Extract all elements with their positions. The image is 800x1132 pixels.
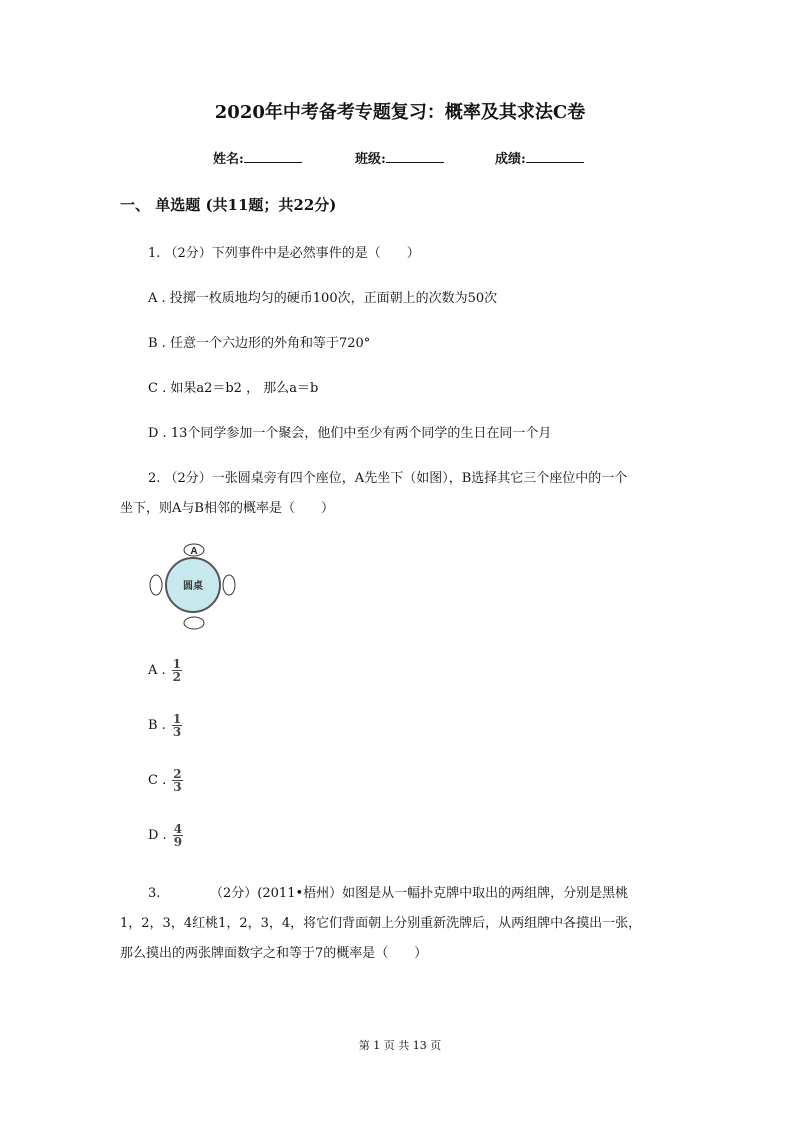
- seat-left: [150, 575, 162, 595]
- question-1-option-b: B . 任意一个六边形的外角和等于720°: [148, 336, 371, 351]
- score-field: [495, 148, 584, 167]
- seat-right: [223, 575, 235, 595]
- page-footer: 第 1 页 共 13 页: [358, 1039, 442, 1052]
- page-title: 2020年中考备考专题复习：概率及其求法C卷: [214, 102, 586, 123]
- question-1-option-c: C . 如果a2＝b2 ， 那么a＝b: [148, 381, 319, 396]
- question-3-stem-line3: 那么摸出的两张牌面数字之和等于7的概率是（ ）: [120, 946, 428, 961]
- fraction-d-numerator: 4: [173, 822, 183, 836]
- score-label: 成绩:: [495, 152, 526, 167]
- class-label: 班级:: [355, 152, 386, 167]
- question-2-option-a: [148, 658, 182, 683]
- name-field: [213, 148, 302, 167]
- fraction-b: [172, 713, 182, 738]
- question-2-option-b: [148, 713, 182, 738]
- question-1-stem: 1. （2分）下列事件中是必然事件的是（ ）: [148, 246, 420, 261]
- score-blank[interactable]: [526, 150, 584, 163]
- question-2-option-d: [148, 823, 183, 848]
- question-1-option-d: D . 13个同学参加一个聚会，他们中至少有两个同学的生日在同一个月: [148, 426, 552, 441]
- fraction-d-denominator: 9: [173, 835, 183, 849]
- fraction-a-numerator: 1: [172, 657, 182, 671]
- class-field: [355, 148, 444, 167]
- name-blank[interactable]: [244, 150, 302, 163]
- question-1-option-a: A . 投掷一枚质地均匀的硬币100次，正面朝上的次数为50次: [148, 291, 498, 306]
- option-a-label: A .: [148, 663, 166, 678]
- seat-bottom: [184, 617, 204, 629]
- option-b-label: B .: [148, 718, 166, 733]
- fraction-d: [173, 823, 183, 848]
- fraction-c: [172, 768, 182, 793]
- fraction-b-numerator: 1: [172, 712, 182, 726]
- fraction-a: [172, 658, 182, 683]
- round-table-figure: [145, 540, 245, 635]
- question-2-option-c: [148, 768, 183, 793]
- fraction-c-numerator: 2: [173, 767, 182, 781]
- question-2-stem-line2: 坐下，则A与B相邻的概率是（ ）: [120, 501, 334, 516]
- class-blank[interactable]: [386, 150, 444, 163]
- option-d-label: D .: [148, 828, 167, 843]
- table-label: 圆桌: [183, 581, 203, 592]
- seat-a-label: A: [190, 546, 198, 557]
- option-c-label: C .: [148, 773, 167, 788]
- question-3-stem-line2: 1，2，3，4红桃1，2，3，4，将它们背面朝上分别重新洗牌后，从两组牌中各摸出一张，: [120, 916, 642, 931]
- fraction-b-denominator: 3: [172, 725, 182, 739]
- question-2-stem-line1: 2. （2分）一张圆桌旁有四个座位，A先坐下（如图），B选择其它三个座位中的一个: [148, 471, 628, 486]
- section-heading: 一、 单选题 (共11题；共22分): [120, 196, 337, 214]
- question-3-stem-line1: 3. （2分）(2011•梧州）如图是从一幅扑克牌中取出的两组牌，分别是黑桃: [148, 886, 629, 901]
- fraction-a-denominator: 2: [172, 670, 182, 684]
- fraction-c-denominator: 3: [173, 780, 182, 794]
- name-label: 姓名:: [213, 152, 244, 167]
